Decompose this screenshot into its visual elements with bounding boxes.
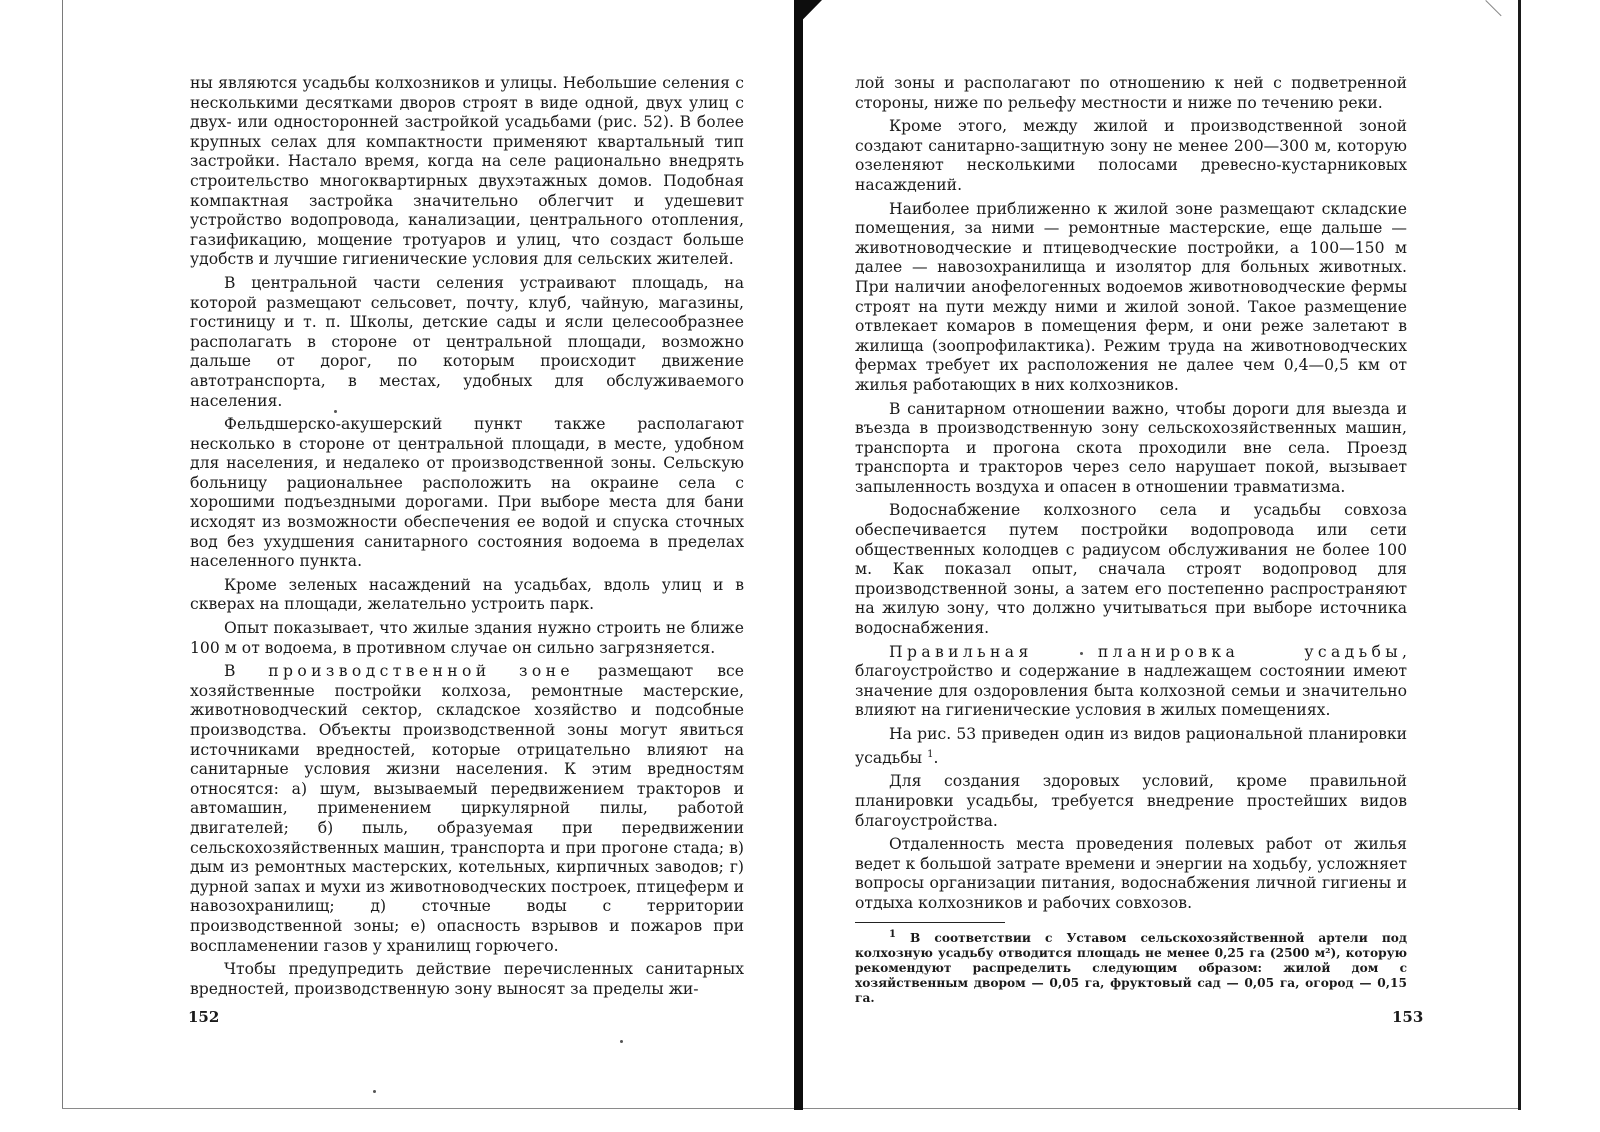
paragraph-text: На рис. 53 приведен один из видов рациональной планировки усадьбы [855, 725, 1407, 767]
paragraph-production-zone [190, 662, 744, 956]
paragraph-text: . [933, 748, 939, 767]
paragraph-text: размещают все хозяйственные постройки колхоза, ремонтные мастерские, животноводческий сектор, складское хозяйство и подсобные производства. Объекты производственной зоны могут явиться источниками вредностей, которые отрицательно влияют на санитарные условия жизни населения. К этим вредностям относятся: а) шум, вызываемый передвижением тракторов и автомашин, применением циркулярной пилы, работой двигателей; б) пыль, образуемая при передвижении сельскохозяйственных машин, транспорта и при прогоне стада; в) дым из ремонтных мастерских, котельных, кирпичных заводов; г) дурной запах и мухи из животноводческих построек, птицеферм и навозохранилищ; д) сточные воды с территории производственной зоны; е) опасность взрывов и пожаров при воспламенении газов у хранилищ горючего. [190, 662, 745, 955]
paragraph-text: , благоустройство и содержание в надлежащем состоянии имеют значение для оздоровления быта колхозной семьи и значительно влияют на гигиенические условия в жилых помещениях. [855, 642, 1407, 720]
scan-edge-left [62, 0, 63, 1108]
paragraph: лой зоны и располагают по отношению к ней с подветренной стороны, ниже по рельефу местности и ниже по течению реки. [855, 74, 1407, 112]
paragraph: Наиболее приближенно к жилой зоне размещают складские помещения, за ними — ремонтные мастерские, еще дальше — животноводческие и птицеводческие постройки, а 100—150 м далее — навозохранилища и изолятор для больных животных. При наличии анофелогенных водоемов животноводческие фермы строят на пути между ними и жилой зоной. Такое размещение отвлекает комаров в помещения ферм, и они реже залетают в жилища (зоопрофилактика). Режим труда на животноводческих фермах требует их расположения не далее чем 0,4—0,5 км от жилья работающих в них колхозников. [855, 199, 1407, 394]
scan-corner-mark [1485, 0, 1501, 16]
footnote-text: В соответствии с Уставом сельскохозяйственной артели под колхозную усадьбу отводится площадь не менее 0,25 га (2500 м²), которую рекомендуют распределить следующим образом: жилой дом с хозяйственным двором — 0,05 га, фруктовый сад — 0,05 га, огород — 0,15 га. [855, 930, 1407, 1005]
scan-speck [620, 1040, 623, 1043]
paragraph: Водоснабжение колхозного села и усадьбы совхоза обеспечивается путем постройки водопровода или сети общественных колодцев с радиусом обслуживания не более 100 м. Как показал опыт, сначала строят водопровод для производственной зоны, а затем его постепенно распространяют на жилую зону, что должно учитываться при выборе источника водоснабжения. [855, 501, 1407, 638]
footnote-mark: 1 [889, 928, 896, 940]
paragraph: Чтобы предупредить действие перечисленных санитарных вредностей, производственную зону выносят за пределы жи- [190, 960, 744, 998]
spaced-term: В производственной зоне [224, 662, 574, 681]
right-page-text [855, 74, 1407, 1010]
paragraph: Кроме этого, между жилой и производственной зоной создают санитарно-защитную зону не менее 200—300 м, которую озеленяют несколькими полосами древесно-кустарниковых насаждений. [855, 117, 1407, 194]
page-number-right: 153 [1392, 1008, 1424, 1026]
paragraph: В санитарном отношении важно, чтобы дороги для выезда и въезда в производственную зону сельскохозяйственных машин, транспорта и прогона скота проходили вне села. Проезд транспорта и тракторов через село нарушает покой, вызывает запыленность воздуха и опасен в отношении травматизма. [855, 399, 1407, 496]
footnote-divider [855, 922, 1005, 923]
left-page-text [190, 74, 744, 1003]
paragraph: Для создания здоровых условий, кроме правильной планировки усадьбы, требуется внедрение простейших видов благоустройства. [855, 772, 1407, 830]
spaced-term: Правильная планировка усадьбы [889, 642, 1403, 661]
paragraph: Опыт показывает, что жилые здания нужно строить не ближе 100 м от водоема, в противном случае он сильно загрязняется. [190, 619, 744, 657]
footnote-reference: 1 [927, 748, 934, 760]
paragraph: В центральной части селения устраивают площадь, на которой размещают сельсовет, почту, клуб, чайную, магазины, гостиницу и т. п. Школы, детские сады и ясли целесообразнее располагать в стороне от центральной площади, возможно дальше от дорог, по которым происходит движение автотранспорта, в местах, удобных для обслуживаемого населения. [190, 273, 744, 410]
book-gutter-top-shadow [794, 0, 822, 20]
paragraph: ны являются усадьбы колхозников и улицы. Небольшие селения с несколькими десятками дворов строят в виде одной, двух улиц с двух- или односторонней застройкой усадьбами (рис. 52). В более крупных селах для компактности применяют квартальный тип застройки. Настало время, когда на селе рационально внедрять строительство многоквартирных двухэтажных домов. Подобная компактная застройка значительно облегчит и удешевит устройство водопровода, канализации, центрального отопления, газификацию, мощение тротуаров и улиц, что создаст больше удобств и лучшие гигиенические условия для сельских жителей. [190, 74, 744, 269]
paragraph: Кроме зеленых насаждений на усадьбах, вдоль улиц и в скверах на площади, желательно устроить парк. [190, 575, 744, 614]
paragraph: Отдаленность места проведения полевых работ от жилья ведет к большой затрате времени и энергии на ходьбу, усложняет вопросы организации питания, водоснабжения личной гигиены и отдыха колхозников и рабочих совхозов. [855, 835, 1407, 912]
scan-speck [373, 1090, 376, 1093]
paragraph-figure-reference [855, 725, 1407, 768]
scan-edge-right [1518, 0, 1521, 1110]
page-number-left: 152 [188, 1008, 220, 1026]
paragraph: Фельдшерско-акушерский пункт также располагают несколько в стороне от центральной площади, в месте, удобном для населения, и недалеко от производственной зоны. Сельскую больницу рациональнее расположить на окраине села с хорошими подъездными дорогами. При выборе места для бани исходят из возможности обеспечения ее водой и спуска сточных вод без ухудшения санитарного состояния водоема в пределах населенного пункта. [190, 415, 744, 571]
scan-edge-bottom [62, 1108, 1520, 1109]
paragraph-planning [855, 643, 1407, 721]
book-gutter-shadow [794, 0, 803, 1110]
footnote [855, 927, 1407, 1006]
